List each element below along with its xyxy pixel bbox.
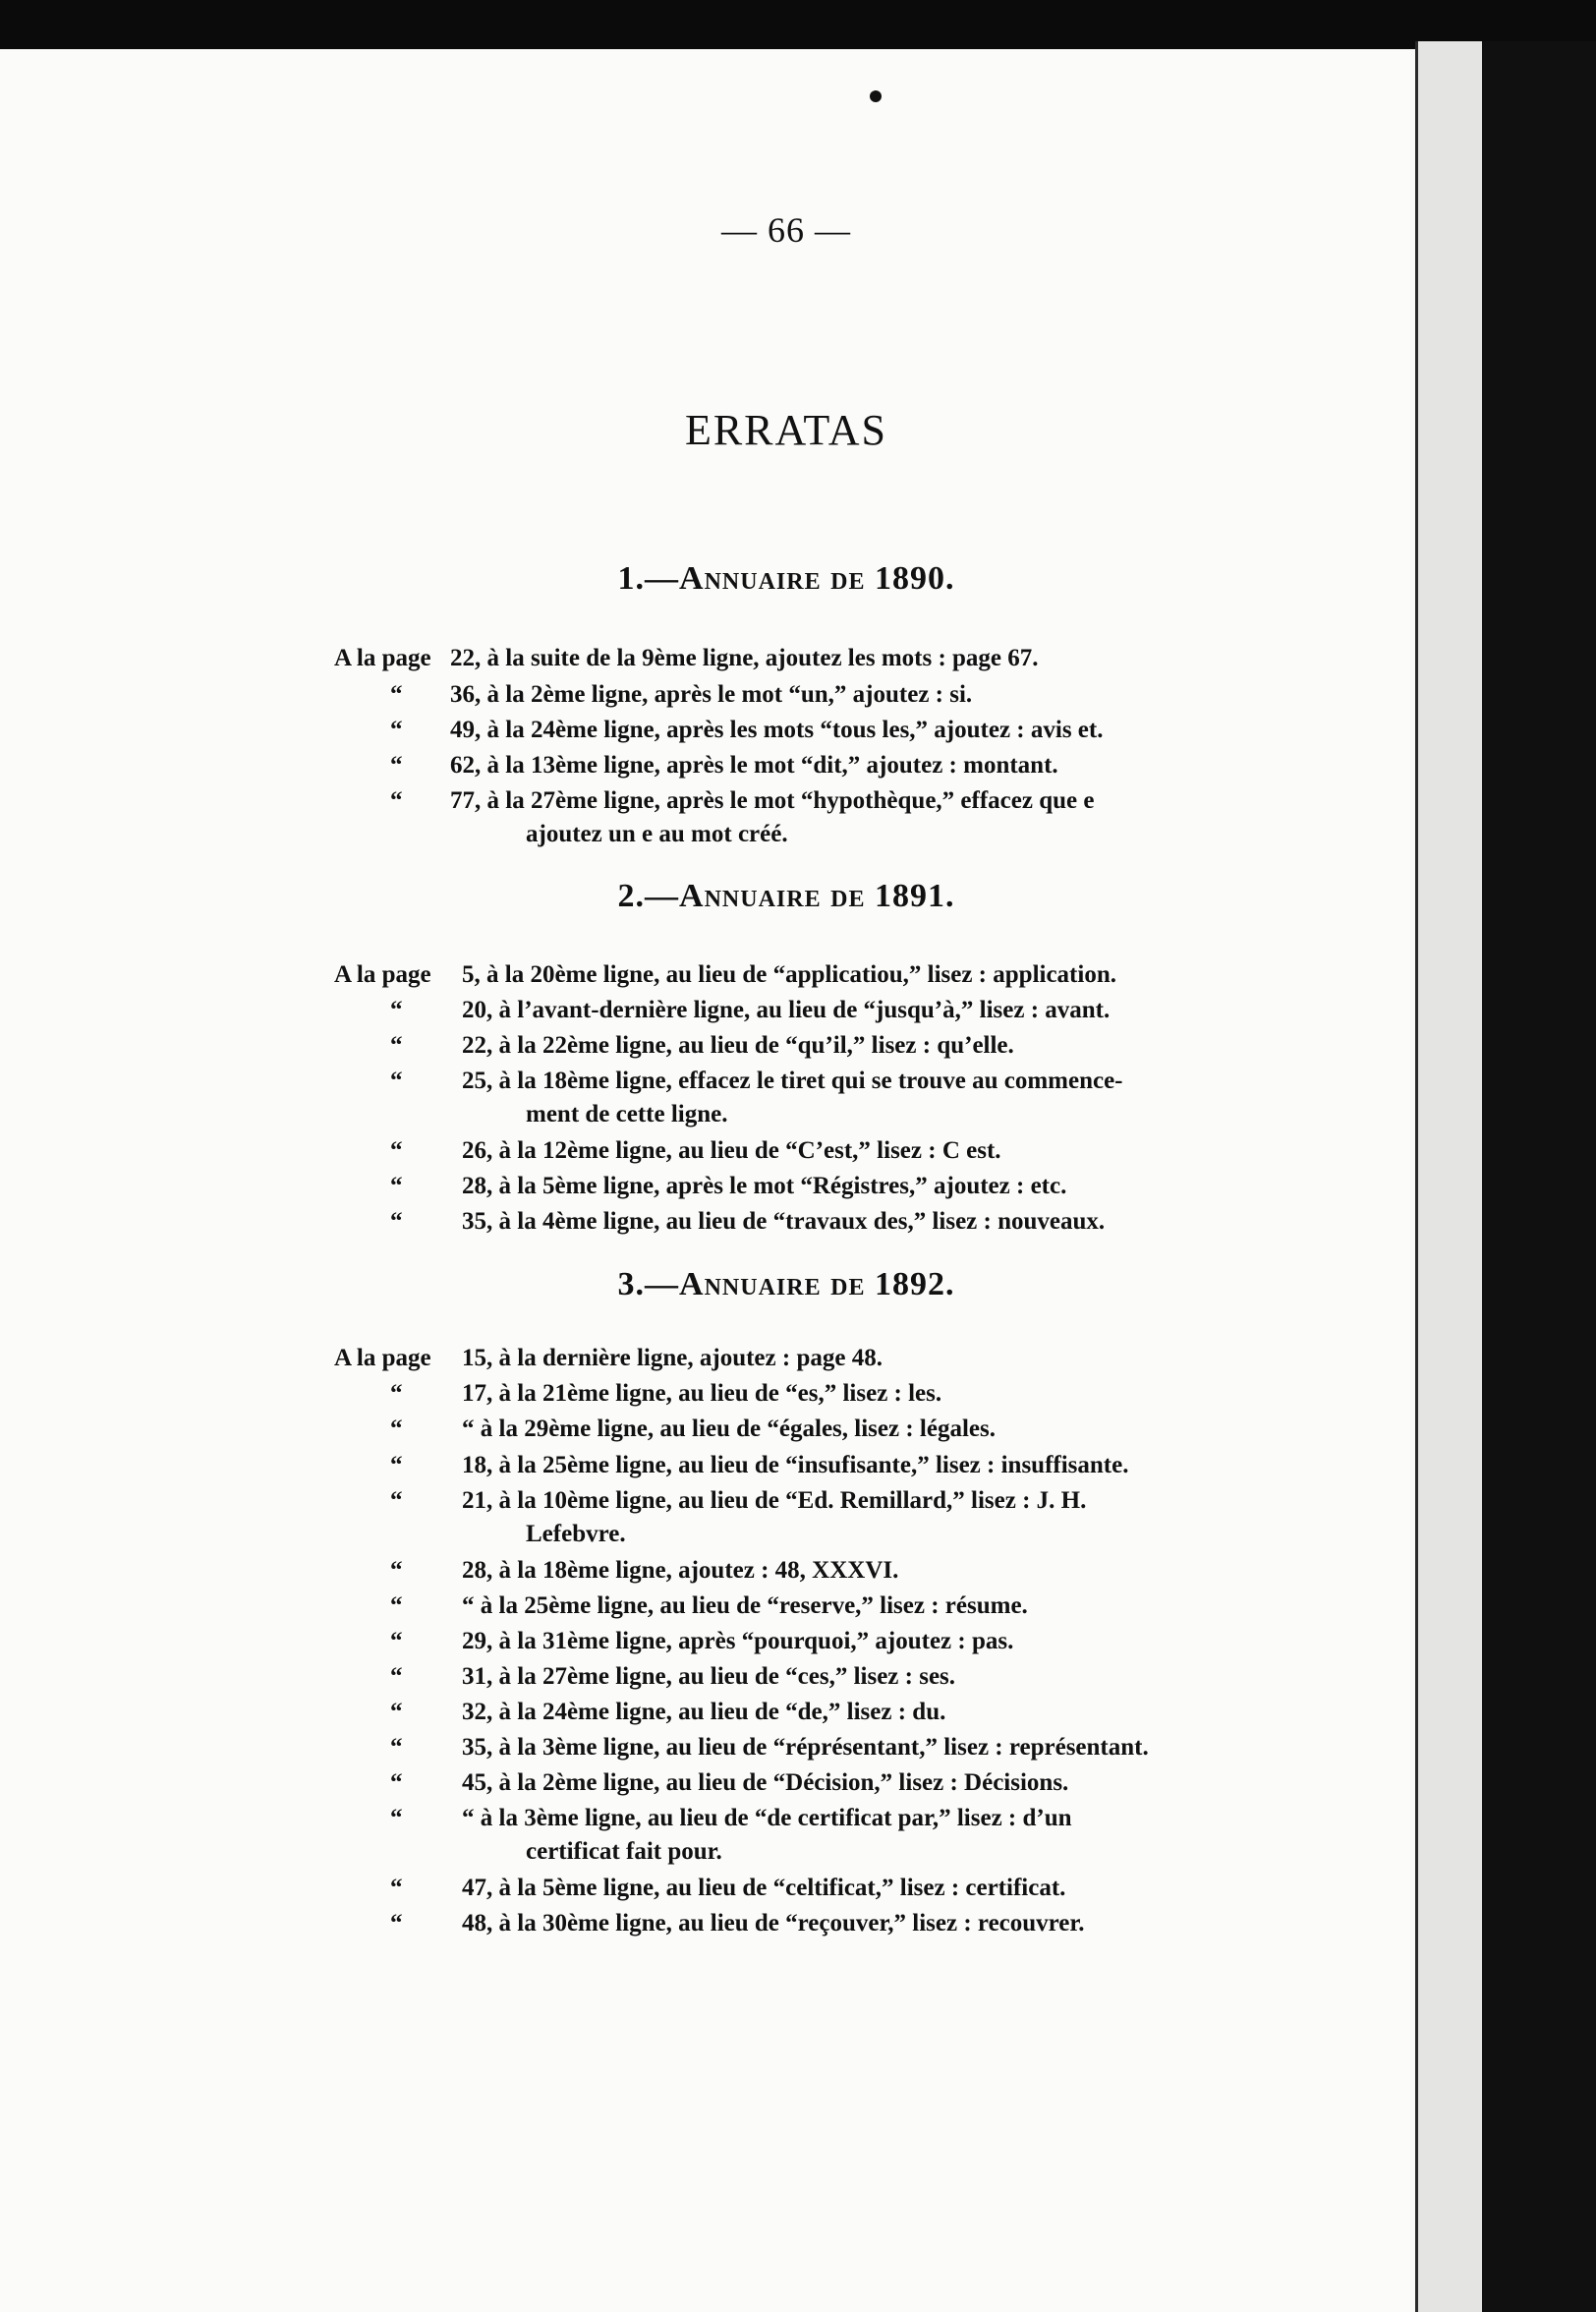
entry-text: 31, à la 27ème ligne, au lieu de “ces,” lisez : ses. xyxy=(462,1663,956,1690)
ditto-mark: “ xyxy=(390,1910,403,1936)
ditto-mark: “ xyxy=(390,1769,403,1796)
entry-text: 28, à la 5ème ligne, après le mot “Régistres,” ajoutez : etc. xyxy=(462,1173,1067,1199)
ditto-mark: “ xyxy=(390,752,403,779)
entry-lead: A la page xyxy=(334,645,431,671)
entry-continuation: Lefebvre. xyxy=(526,1521,626,1547)
scan-border xyxy=(1482,41,1596,2312)
entry-continuation: ajoutez un e au mot créé. xyxy=(526,821,788,847)
entry-text: “ à la 25ème ligne, au lieu de “reserve,” lisez : résume. xyxy=(462,1592,1028,1619)
entry-text: 21, à la 10ème ligne, au lieu de “Ed. Remillard,” lisez : J. H. xyxy=(462,1487,1087,1514)
ditto-mark: “ xyxy=(390,1452,403,1478)
entry-text: 25, à la 18ème ligne, effacez le tiret qui se trouve au commence- xyxy=(462,1068,1123,1094)
entry-text: 29, à la 31ème ligne, après “pourquoi,” ajoutez : pas. xyxy=(462,1628,1014,1654)
entry-text: 32, à la 24ème ligne, au lieu de “de,” lisez : du. xyxy=(462,1699,946,1725)
entry-text: 77, à la 27ème ligne, après le mot “hypothèque,” effacez que e xyxy=(450,787,1095,814)
ditto-mark: “ xyxy=(390,1628,403,1654)
entry-text: 45, à la 2ème ligne, au lieu de “Décision,” lisez : Décisions. xyxy=(462,1769,1069,1796)
ditto-mark: “ xyxy=(390,1380,403,1407)
section-heading-1891: 2.—Annuaire de 1891. xyxy=(617,878,955,914)
ditto-mark: “ xyxy=(390,1699,403,1725)
entry-continuation: certificat fait pour. xyxy=(526,1838,722,1865)
entry-continuation: ment de cette ligne. xyxy=(526,1101,728,1127)
section-heading-1890: 1.—Annuaire de 1890. xyxy=(617,560,955,597)
ditto-mark: “ xyxy=(390,997,403,1023)
entry-text: “ à la 29ème ligne, au lieu de “égales, lisez : légales. xyxy=(462,1416,996,1442)
entry-text: 28, à la 18ème ligne, ajoutez : 48, XXXVI. xyxy=(462,1557,899,1584)
entry-text: 35, à la 4ème ligne, au lieu de “travaux des,” lisez : nouveaux. xyxy=(462,1208,1106,1235)
entry-text: 22, à la suite de la 9ème ligne, ajoutez les mots : page 67. xyxy=(450,645,1039,671)
ditto-mark: “ xyxy=(390,1805,403,1831)
ditto-mark: “ xyxy=(390,1875,403,1901)
ditto-mark: “ xyxy=(390,1173,403,1199)
ditto-mark: “ xyxy=(390,1557,403,1584)
ditto-mark: “ xyxy=(390,1068,403,1094)
page-number: — 66 — xyxy=(721,210,851,250)
ditto-mark: “ xyxy=(390,1137,403,1164)
entry-text: 47, à la 5ème ligne, au lieu de “celtificat,” lisez : certificat. xyxy=(462,1875,1066,1901)
ditto-mark: “ xyxy=(390,787,403,814)
ditto-mark: “ xyxy=(390,1032,403,1059)
entry-text: 49, à la 24ème ligne, après les mots “tous les,” ajoutez : avis et. xyxy=(450,717,1104,743)
page-mark xyxy=(870,90,882,102)
entry-text: 15, à la dernière ligne, ajoutez : page 48. xyxy=(462,1345,883,1371)
entry-text: “ à la 3ème ligne, au lieu de “de certificat par,” lisez : d’un xyxy=(462,1805,1072,1831)
ditto-mark: “ xyxy=(390,1416,403,1442)
entry-text: 20, à l’avant-dernière ligne, au lieu de “jusqu’à,” lisez : avant. xyxy=(462,997,1111,1023)
ditto-mark: “ xyxy=(390,1734,403,1761)
entry-text: 18, à la 25ème ligne, au lieu de “insufisante,” lisez : insuffisante. xyxy=(462,1452,1129,1478)
entry-lead: A la page xyxy=(334,961,431,988)
ditto-mark: “ xyxy=(390,681,403,708)
ditto-mark: “ xyxy=(390,1487,403,1514)
adjacent-page-edge xyxy=(1415,41,1485,2312)
entry-text: 17, à la 21ème ligne, au lieu de “es,” lisez : les. xyxy=(462,1380,942,1407)
entry-text: 35, à la 3ème ligne, au lieu de “réprésentant,” lisez : représentant. xyxy=(462,1734,1149,1761)
ditto-mark: “ xyxy=(390,1663,403,1690)
ditto-mark: “ xyxy=(390,1208,403,1235)
entry-text: 22, à la 22ème ligne, au lieu de “qu’il,” lisez : qu’elle. xyxy=(462,1032,1014,1059)
entry-text: 62, à la 13ème ligne, après le mot “dit,” ajoutez : montant. xyxy=(450,752,1058,779)
entry-text: 48, à la 30ème ligne, au lieu de “reçouver,” lisez : recouvrer. xyxy=(462,1910,1085,1936)
entry-text: 5, à la 20ème ligne, au lieu de “applicatiou,” lisez : application. xyxy=(462,961,1116,988)
entry-text: 36, à la 2ème ligne, après le mot “un,” ajoutez : si. xyxy=(450,681,973,708)
entry-text: 26, à la 12ème ligne, au lieu de “C’est,” lisez : C est. xyxy=(462,1137,1001,1164)
ditto-mark: “ xyxy=(390,1592,403,1619)
page-title: ERRATAS xyxy=(684,406,888,454)
entry-lead: A la page xyxy=(334,1345,431,1371)
section-heading-1892: 3.—Annuaire de 1892. xyxy=(617,1266,955,1302)
ditto-mark: “ xyxy=(390,717,403,743)
